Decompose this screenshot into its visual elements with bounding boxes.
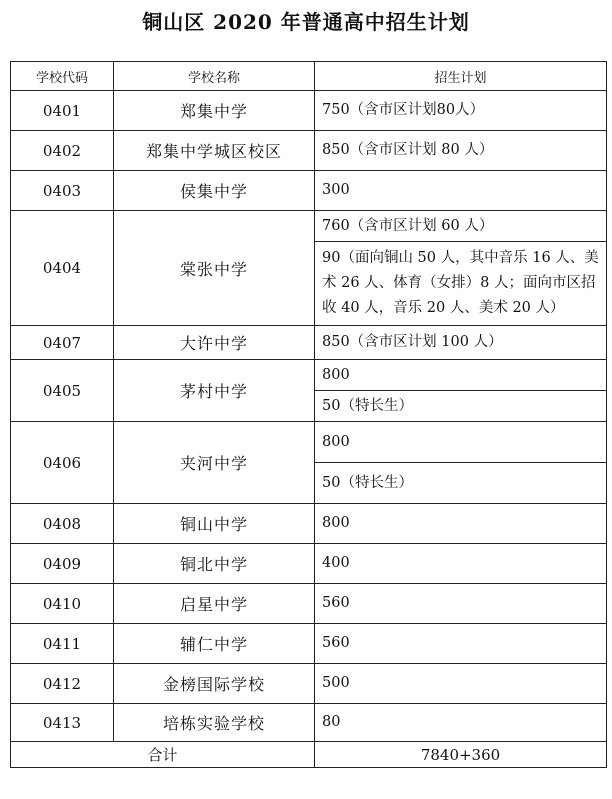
school-code: 0402 [11, 131, 114, 171]
school-code: 0412 [11, 664, 114, 704]
table-row [11, 584, 607, 624]
enrollment-plan: 300 [315, 171, 607, 211]
table-row [11, 704, 607, 742]
school-code: 0401 [11, 91, 114, 131]
school-name: 铜北中学 [114, 544, 315, 584]
school-code: 0410 [11, 584, 114, 624]
enrollment-plan: 800 [315, 422, 607, 463]
school-code: 0406 [11, 422, 114, 504]
table-row [11, 91, 607, 131]
enrollment-plan: 850（含市区计划 100 人） [315, 326, 607, 360]
school-name: 侯集中学 [114, 171, 315, 211]
table-row [11, 211, 607, 242]
page-title: 铜山区 2020 年普通高中招生计划 [142, 10, 470, 34]
enrollment-plan: 800 [315, 504, 607, 544]
table-row [11, 422, 607, 463]
school-name: 铜山中学 [114, 504, 315, 544]
enrollment-plan: 500 [315, 664, 607, 704]
enrollment-plan: 850（含市区计划 80 人） [315, 131, 607, 171]
school-name: 启星中学 [114, 584, 315, 624]
enrollment-plan: 560 [315, 584, 607, 624]
total-row [11, 742, 607, 768]
header-row [11, 62, 607, 91]
school-code: 0411 [11, 624, 114, 664]
enrollment-plan: 750（含市区计划80人） [315, 91, 607, 131]
total-label: 合计 [11, 742, 315, 768]
table-row [11, 664, 607, 704]
header-enrollment-plan: 招生计划 [315, 62, 607, 91]
school-code: 0409 [11, 544, 114, 584]
school-name: 夹河中学 [114, 422, 315, 504]
enrollment-plan-specialty: 50（特长生） [315, 391, 607, 422]
school-code: 0404 [11, 211, 114, 326]
enrollment-plan: 800 [315, 360, 607, 391]
enrollment-plan: 400 [315, 544, 607, 584]
school-code: 0405 [11, 360, 114, 422]
table-row [11, 326, 607, 360]
school-name: 金榜国际学校 [114, 664, 315, 704]
table-row [11, 360, 607, 391]
table-row [11, 544, 607, 584]
table-row [11, 624, 607, 664]
enrollment-plan-specialty: 90（面向铜山 50 人，其中音乐 16 人、美术 26 人、体育（女排）8 人；面向市区招收 40 人，音乐 20 人、美术 20 人） [315, 242, 607, 326]
school-name: 郑集中学 [114, 91, 315, 131]
school-name: 茅村中学 [114, 360, 315, 422]
school-code: 0403 [11, 171, 114, 211]
header-school-code: 学校代码 [11, 62, 114, 91]
enrollment-plan-specialty: 50（特长生） [315, 463, 607, 504]
table-row [11, 504, 607, 544]
school-name: 棠张中学 [114, 211, 315, 326]
enrollment-plan-table [10, 61, 607, 768]
table-row [11, 131, 607, 171]
enrollment-plan: 760（含市区计划 60 人） [315, 211, 607, 242]
table-row [11, 171, 607, 211]
school-code: 0413 [11, 704, 114, 742]
total-value: 7840+360 [315, 742, 607, 768]
enrollment-plan: 560 [315, 624, 607, 664]
school-name: 辅仁中学 [114, 624, 315, 664]
school-name: 培栋实验学校 [114, 704, 315, 742]
school-name: 大许中学 [114, 326, 315, 360]
school-name: 郑集中学城区校区 [114, 131, 315, 171]
enrollment-plan: 80 [315, 704, 607, 742]
header-school-name: 学校名称 [114, 62, 315, 91]
school-code: 0408 [11, 504, 114, 544]
school-code: 0407 [11, 326, 114, 360]
